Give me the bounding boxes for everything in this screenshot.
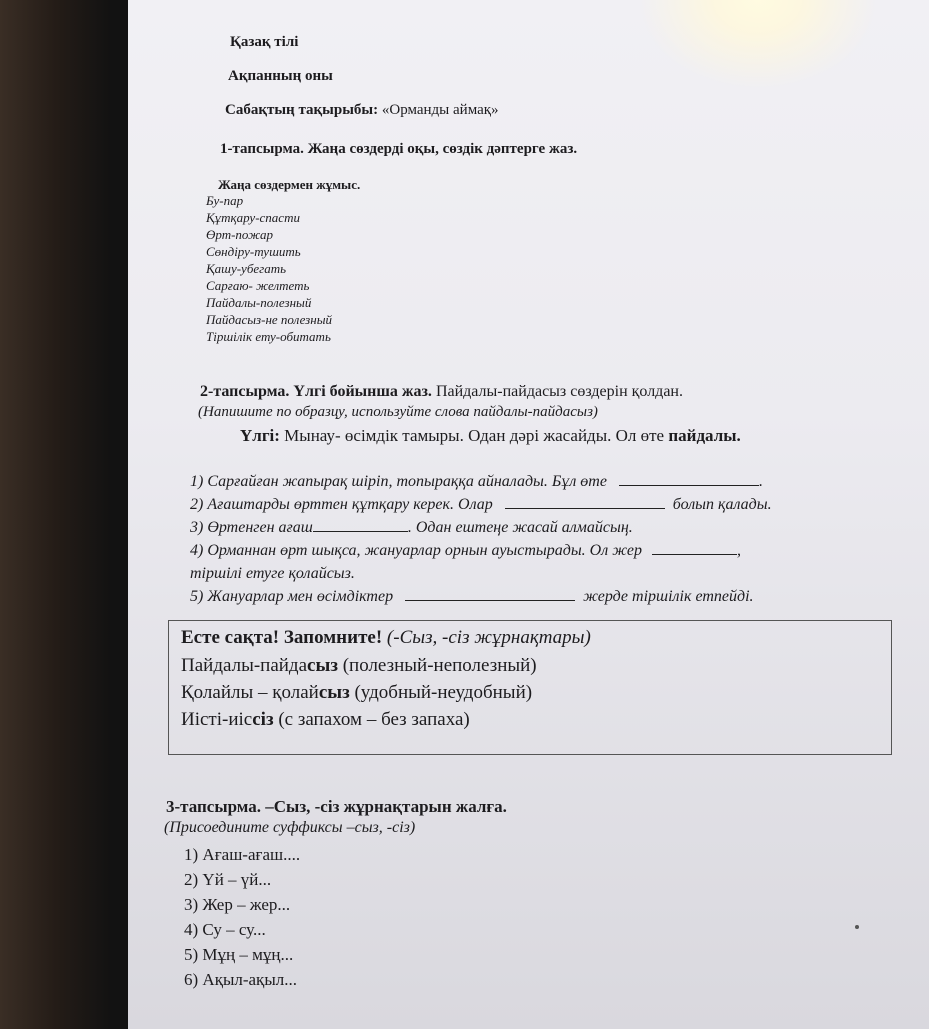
task2-item — [190, 516, 772, 539]
remember-title-note: (-Сыз, -сіз жұрнақтары) — [386, 627, 591, 648]
remember-line — [181, 709, 470, 731]
document-screen — [128, 0, 929, 1029]
remember-line — [181, 655, 537, 677]
task2-item — [190, 539, 772, 562]
item-tail: . — [758, 473, 763, 490]
task3-items — [184, 842, 300, 992]
task3-subtitle: (Присоедините суффиксы –сыз, -сіз) — [164, 819, 416, 836]
item-text: тіршілі етуге қолайсыз. — [190, 565, 355, 582]
vocab-title: Жаңа сөздермен жұмыс. — [218, 177, 361, 192]
task2-item — [190, 493, 772, 516]
topic-value: «Орманды аймақ» — [381, 102, 499, 118]
remember-translation: (с запахом – без запаха) — [278, 709, 470, 730]
remember-translation: (полезный-неполезный) — [342, 655, 537, 676]
remember-suffix: сыз — [307, 655, 338, 676]
vocab-item: Сөндіру-тушить — [206, 244, 301, 259]
date-heading: Ақпанның оны — [228, 68, 333, 84]
task3-item: 5) Мұң – мұң... — [184, 945, 294, 964]
vocab-item: Пайдасыз-не полезный — [206, 312, 333, 327]
task3-title: 3-тапсырма. –Сыз, -сіз жұрнақтарын жалға. — [166, 797, 507, 816]
vocab-list — [206, 192, 332, 345]
answer-blank[interactable] — [405, 586, 575, 601]
example-bold-word: пайдалы. — [668, 426, 741, 445]
remember-title-bold: Есте сақта! Запомните! — [181, 627, 383, 648]
task3-item: 3) Жер – жер... — [184, 895, 291, 914]
example-label: Үлгі: — [240, 426, 280, 445]
answer-blank[interactable] — [619, 471, 759, 486]
task2-item — [190, 585, 772, 608]
task3-item: 2) Үй – үй... — [184, 870, 272, 889]
subject-heading: Қазақ тілі — [230, 34, 299, 50]
answer-blank[interactable] — [313, 517, 408, 532]
task3-item: 6) Ақыл-ақыл... — [184, 970, 297, 989]
task1-title: 1-тапсырма. Жаңа сөздерді оқы, сөздік дәптерге жаз. — [220, 141, 578, 157]
vocab-item: Тіршілік ету-обитать — [206, 329, 331, 344]
example-line — [240, 426, 741, 446]
item-tail: , — [736, 542, 741, 559]
screen-speck — [855, 925, 859, 929]
vocab-item: Өрт-пожар — [206, 227, 274, 242]
item-text: 1) Сарғайған жапырақ шіріп, топыраққа айналады. Бұл өте — [190, 473, 607, 490]
task2-subtitle: (Напишите по образцу, используйте слова пайдалы-пайдасыз) — [198, 404, 598, 420]
remember-line — [181, 682, 532, 704]
task2-items — [190, 470, 772, 608]
remember-word: Иісті-иіс — [181, 709, 253, 730]
item-tail: . Одан ештеңе жасай алмайсың. — [407, 519, 633, 536]
task2-item — [190, 470, 772, 493]
task3-item: 4) Су – су... — [184, 920, 266, 939]
task3-item: 1) Ағаш-ағаш.... — [184, 845, 301, 864]
remember-suffix: сіз — [252, 709, 274, 730]
vocab-item: Құтқару-спасти — [206, 210, 300, 225]
light-glare — [638, 0, 878, 90]
vocab-item: Қашу-убегать — [206, 261, 286, 276]
item-text: 2) Ағаштарды өрттен құтқару керек. Олар — [190, 496, 493, 513]
remember-word: Қолайлы – қолай — [181, 682, 319, 703]
task2-title-bold: 2-тапсырма. Үлгі бойынша жаз. — [200, 383, 432, 400]
example-text: Мынау- өсімдік тамыры. Одан дәрі жасайды. Ол өте — [284, 426, 665, 445]
task2-title-rest: Пайдалы-пайдасыз сөздерін қолдан. — [435, 383, 683, 400]
vocab-item: Сарғаю- желтеть — [206, 278, 310, 293]
topic-heading — [225, 102, 499, 119]
remember-suffix: сыз — [318, 682, 350, 703]
vocab-item: Пайдалы-полезный — [206, 295, 312, 310]
item-text: 3) Өртенген ағаш — [190, 519, 313, 536]
item-text: 4) Орманнан өрт шықса, жануарлар орнын ауыстырады. Ол жер — [190, 542, 642, 559]
remember-word: Пайдалы-пайда — [181, 655, 308, 676]
answer-blank[interactable] — [652, 540, 737, 555]
answer-blank[interactable] — [505, 494, 665, 509]
vocab-item: Бу-пар — [206, 193, 244, 208]
remember-translation: (удобный-неудобный) — [354, 682, 533, 703]
task2-title — [200, 383, 683, 401]
remember-title — [181, 627, 591, 649]
topic-label: Сабақтың тақырыбы: — [225, 102, 379, 118]
item-tail: жерде тіршілік етпейді. — [583, 588, 754, 605]
task2-item-continued — [190, 562, 772, 585]
item-text: 5) Жануарлар мен өсімдіктер — [190, 588, 394, 605]
remember-box — [168, 620, 892, 755]
item-tail: болып қалады. — [672, 496, 772, 513]
